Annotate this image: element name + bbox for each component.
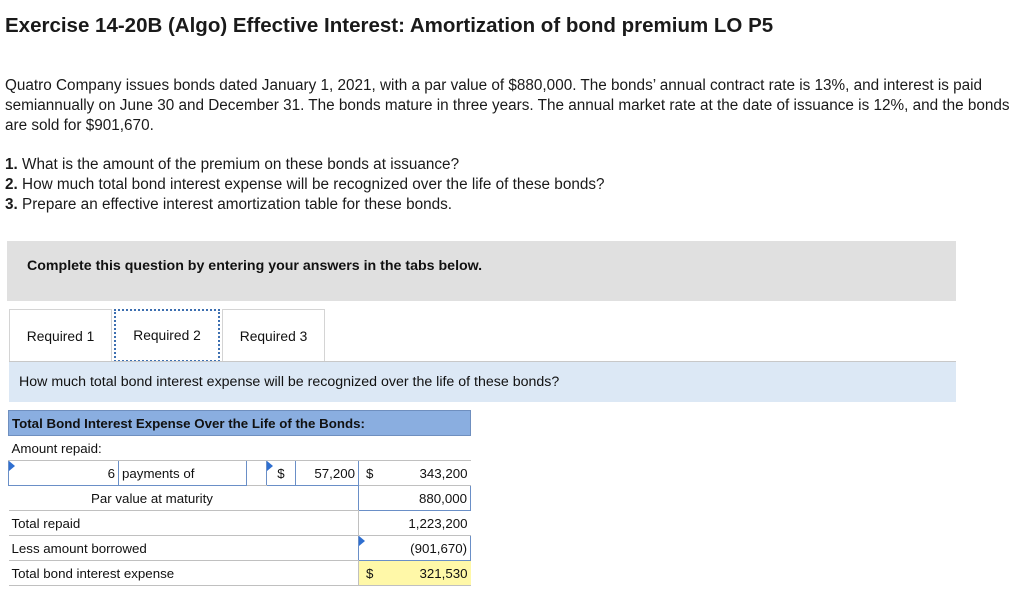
question-3: 3. Prepare an effective interest amortization table for these bonds.	[5, 196, 452, 213]
total-interest-value: 321,530	[381, 561, 471, 586]
interest-expense-table	[8, 410, 471, 586]
prompt-text: How much total bond interest expense will be recognized over the life of these bonds?	[19, 374, 560, 390]
par-value-input[interactable]: 880,000	[359, 486, 471, 511]
tab-required-3[interactable]: Required 3	[222, 309, 325, 362]
question-1: 1. What is the amount of the premium on these bonds at issuance?	[5, 156, 460, 173]
less-borrowed-input[interactable]: (901,670)	[359, 536, 471, 561]
problem-intro: Quatro Company issues bonds dated January 1, 2021, with a par value of $880,000. The bonds’ annual contract rate is 13%, and interest is paid semiannually on June 30 and December 31. The bonds mature in three years. The annual market rate at the date of issuance is 12%, and the bonds are sold for $901,670.	[5, 77, 1010, 134]
question-2: 2. How much total bond interest expense will be recognized over the life of these bonds?	[5, 176, 605, 193]
table-header-row	[9, 411, 471, 436]
total-interest-label: Total bond interest expense	[9, 561, 359, 586]
table-row	[9, 436, 471, 461]
amount-repaid-label: Amount repaid:	[9, 436, 471, 461]
total-interest-currency: $	[359, 561, 381, 586]
instruction-text: Complete this question by entering your answers in the tabs below.	[27, 258, 483, 274]
instruction-banner	[7, 241, 956, 301]
payments-total-currency: $	[359, 461, 381, 486]
table-row	[9, 486, 471, 511]
table-header: Total Bond Interest Expense Over the Life of the Bonds:	[9, 411, 471, 436]
payment-amount-input[interactable]: 57,200	[296, 461, 359, 486]
payments-total-value: 343,200	[381, 461, 471, 486]
exercise-title: Exercise 14-20B (Algo) Effective Interest: Amortization of bond premium LO P5	[5, 14, 774, 37]
total-repaid-label: Total repaid	[9, 511, 359, 536]
question-list	[5, 155, 605, 215]
table-row	[9, 536, 471, 561]
less-borrowed-label: Less amount borrowed	[9, 536, 359, 561]
table-row	[9, 511, 471, 536]
payment-currency[interactable]: $	[267, 461, 296, 486]
total-repaid-value: 1,223,200	[359, 511, 471, 536]
table-row	[9, 561, 471, 586]
question-prompt	[9, 362, 956, 402]
tab-required-2[interactable]: Required 2	[114, 309, 220, 362]
tab-required-1[interactable]: Required 1	[9, 309, 112, 362]
payments-count-input[interactable]: 6	[9, 461, 119, 486]
payments-label[interactable]: payments of	[119, 461, 247, 486]
table-row	[9, 461, 471, 486]
par-value-label: Par value at maturity	[9, 486, 296, 511]
